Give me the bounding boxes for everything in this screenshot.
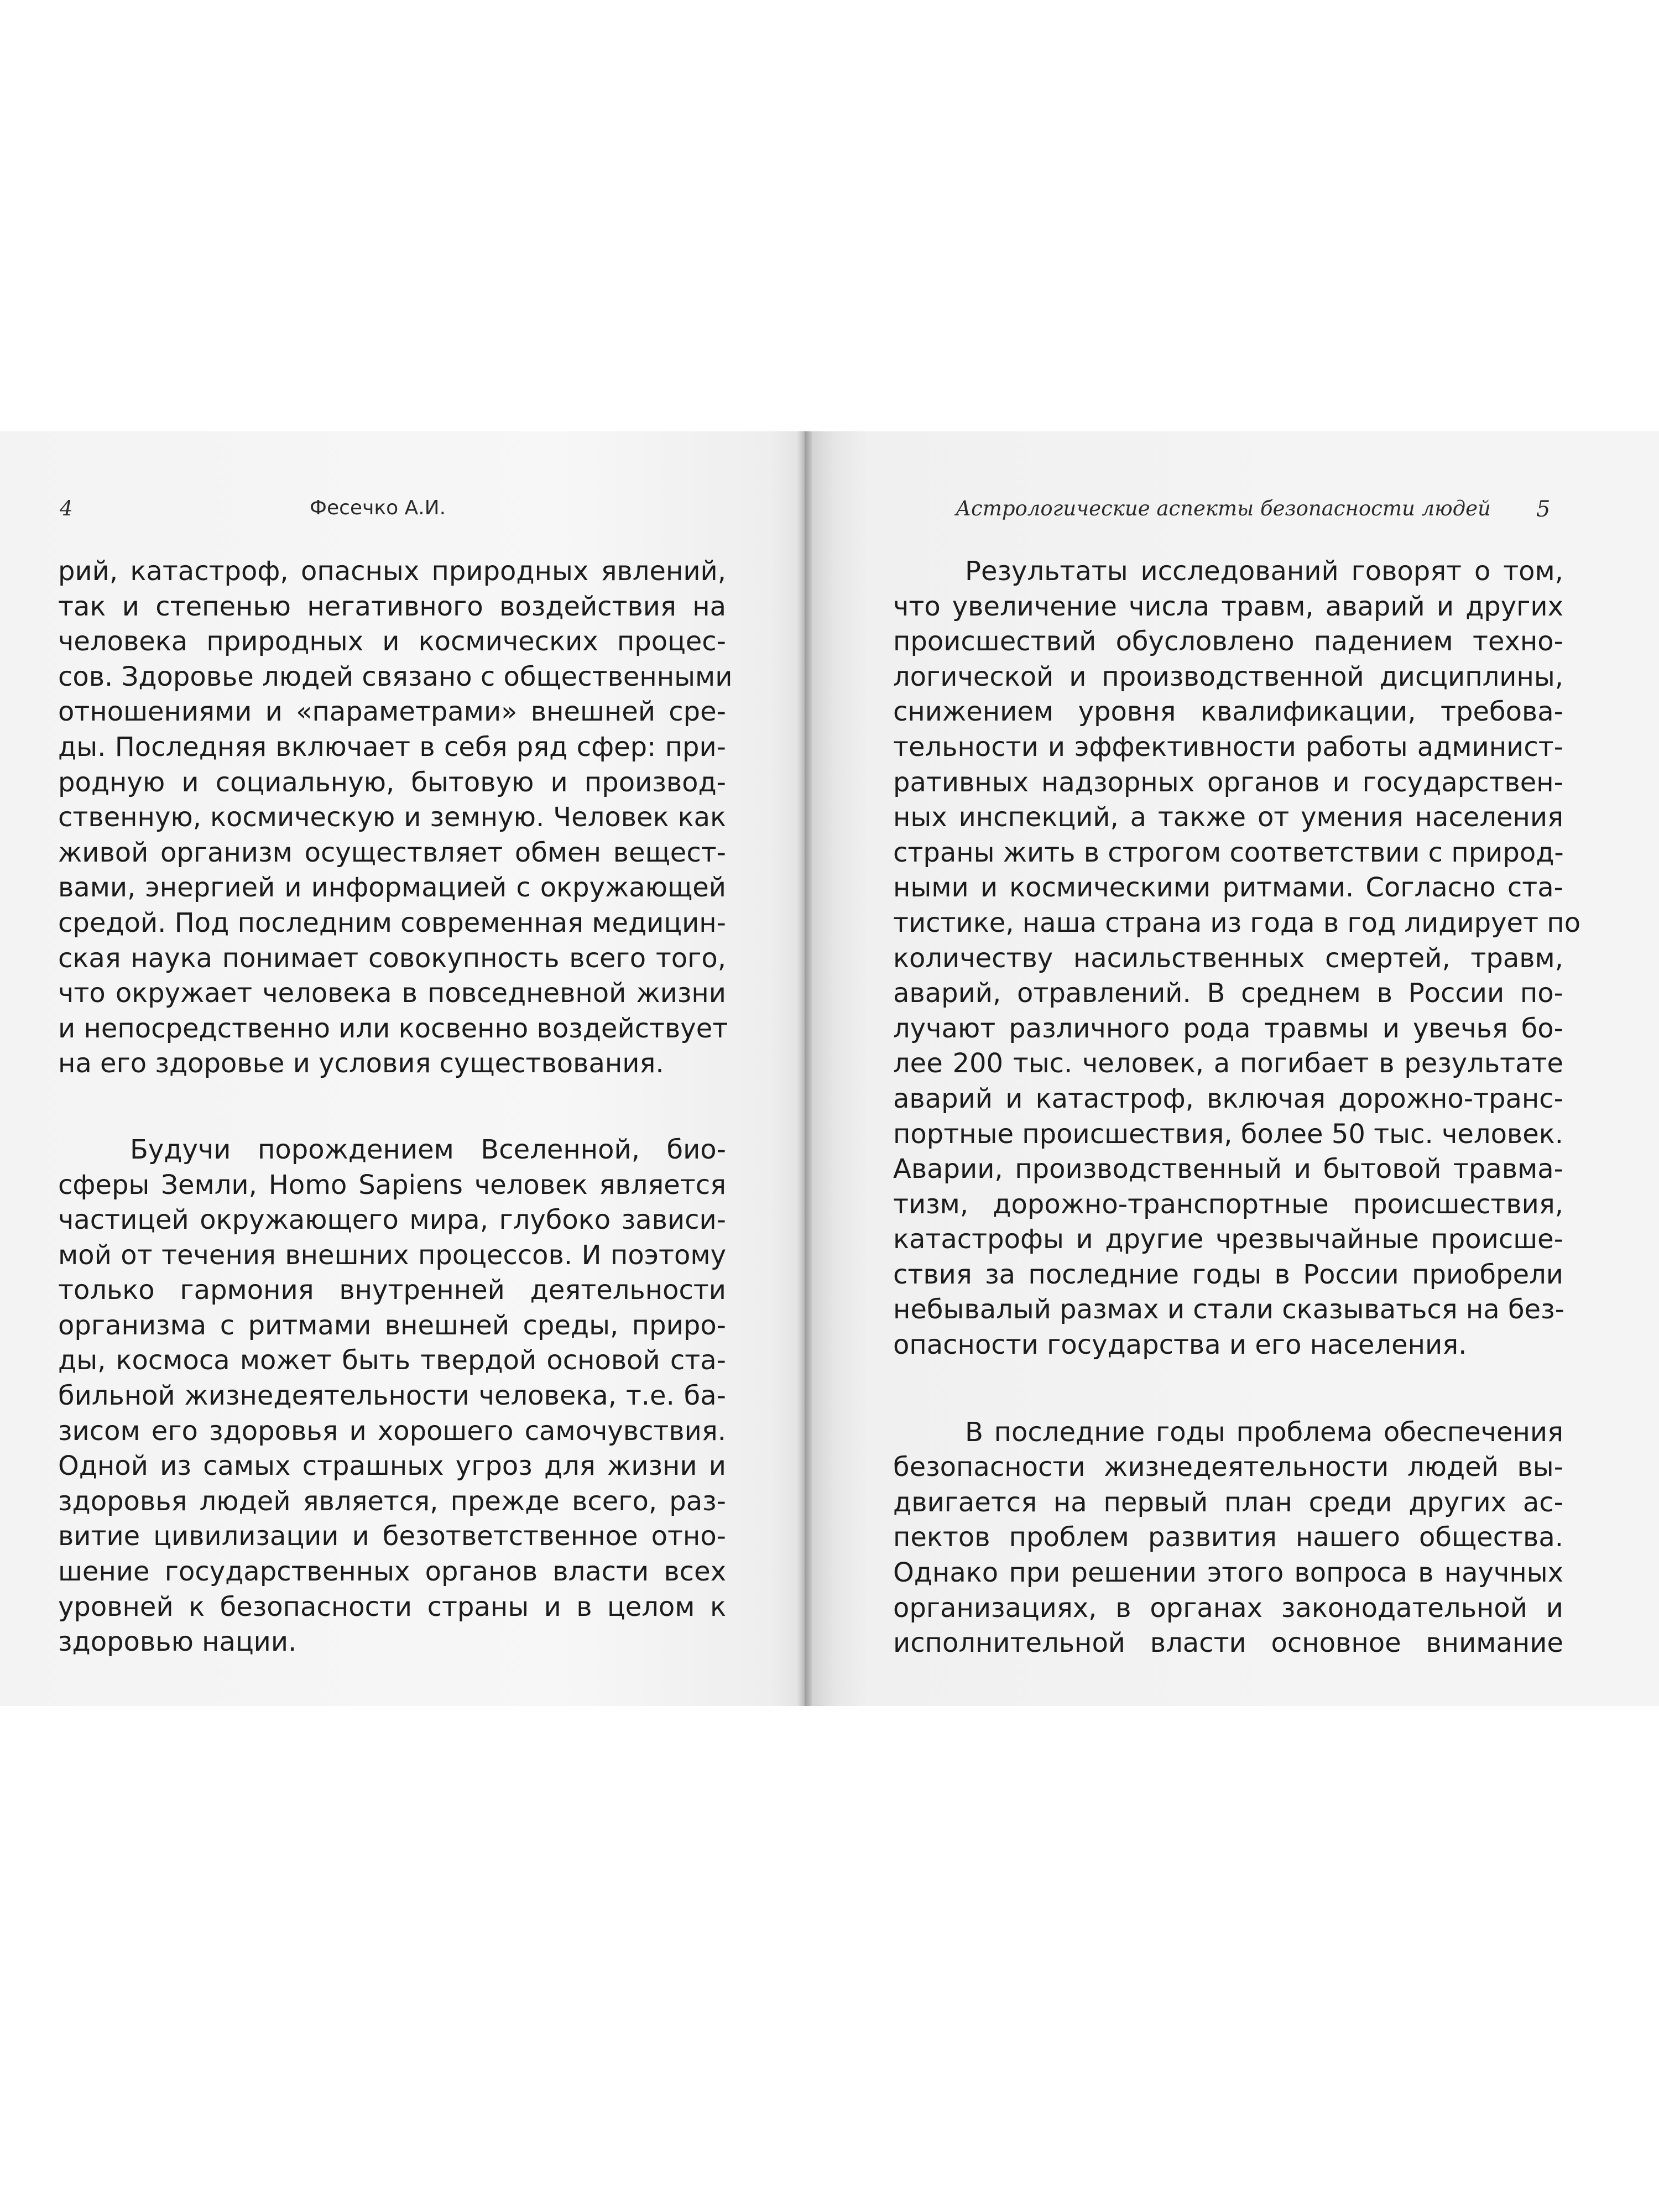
right-page-text	[893, 554, 1581, 1661]
text-line: бильной жизнедеятельности человека, т.е. ба-	[58, 1380, 726, 1412]
text-line: рий, катастроф, опасных природных явлений,	[58, 556, 726, 587]
text-line: аварий и катастроф, включая дорожно-транс-	[893, 1083, 1563, 1114]
text-line: только гармония внутренней деятельности	[58, 1275, 726, 1306]
text-line: В последние годы проблема обеспечения	[965, 1416, 1563, 1448]
running-head-author: Фесечко А.И.	[310, 497, 446, 519]
text-line: средой. Под последним современная медицин-	[58, 907, 726, 938]
text-line: ды. Последняя включает в себя ряд сфер: при-	[58, 731, 726, 763]
text-line: тизм, дорожно-транспортные происшествия,	[893, 1188, 1563, 1220]
text-line: ративных надзорных органов и государствен-	[893, 766, 1563, 798]
text-line: исполнительной власти основное внимание	[893, 1627, 1563, 1659]
text-line: пектов проблем развития нашего общества.	[893, 1522, 1563, 1553]
text-line: Аварии, производственный и бытовой травма-	[893, 1154, 1563, 1185]
text-line: тельности и эффективности работы админист-	[893, 731, 1563, 763]
text-line: что окружает человека в повседневной жизни	[58, 978, 726, 1009]
text-line: аварий, отравлений. В среднем в России по-	[893, 978, 1563, 1009]
text-line: происшествий обусловлено падением техно-	[893, 626, 1563, 658]
running-head-title: Астрологические аспекты безопасности людей	[956, 497, 1491, 520]
text-line: Однако при решении этого вопроса в научных	[893, 1557, 1563, 1589]
page-number-right: 5	[1536, 497, 1551, 522]
text-line: портные происшествия, более 50 тыс. человек.	[893, 1118, 1563, 1150]
text-line: организациях, в органах законодательной и	[893, 1592, 1563, 1624]
text-line: и непосредственно или косвенно воздействует	[58, 1013, 728, 1044]
text-line: тистике, наша страна из года в год лидирует по	[893, 907, 1581, 938]
text-line: мой от течения внешних процессов. И поэтому	[58, 1239, 726, 1271]
text-line: страны жить в строгом соответствии с природ-	[893, 837, 1564, 868]
text-line: человека природных и космических процес-	[58, 626, 726, 658]
text-line: зисом его здоровья и хорошего самочувствия.	[58, 1415, 726, 1447]
text-line: сов. Здоровье людей связано с общественными	[58, 661, 733, 692]
text-line: количеству насильственных смертей, травм,	[893, 942, 1563, 974]
text-line: опасности государства и его населения.	[893, 1329, 1467, 1361]
text-line: витие цивилизации и безответственное отно-	[58, 1521, 726, 1552]
text-line: шение государственных органов власти всех	[58, 1556, 726, 1588]
text-line: вами, энергией и информацией с окружающей	[58, 872, 726, 904]
text-line: живой организм осуществляет обмен вещест-	[58, 837, 726, 868]
text-line: небывалый размах и стали сказываться на без-	[893, 1294, 1564, 1326]
text-line: ственную, космическую и земную. Человек как	[58, 802, 726, 833]
text-line: Одной из самых страшных угроз для жизни и	[58, 1451, 726, 1482]
left-page	[0, 431, 802, 1706]
book-gutter	[797, 431, 812, 1706]
text-line: родную и социальную, бытовую и производ-	[58, 766, 726, 798]
text-line: организма с ритмами внешней среды, приро-	[58, 1310, 726, 1341]
text-line: здоровья людей является, прежде всего, раз-	[58, 1485, 726, 1517]
text-line: лучают различного рода травмы и увечья бо-	[893, 1013, 1563, 1044]
text-line: на его здоровье и условия существования.	[58, 1048, 664, 1079]
text-line: отношениями и «параметрами» внешней сре-	[58, 696, 726, 728]
text-line: здоровью нации.	[58, 1626, 297, 1658]
text-line: так и степенью негативного воздействия на	[58, 591, 726, 622]
text-line: двигается на первый план среди других ас-	[893, 1486, 1563, 1518]
text-line: ская наука понимает совокупность всего того,	[58, 942, 726, 974]
paragraph-gap	[58, 1082, 726, 1133]
text-line: Будучи порождением Вселенной, био-	[130, 1134, 726, 1165]
text-line: снижением уровня квалификации, требова-	[893, 696, 1563, 728]
text-line: Результаты исследований говорят о том,	[965, 556, 1563, 587]
text-line: лее 200 тыс. человек, а погибает в результате	[893, 1048, 1563, 1079]
paragraph-gap	[893, 1363, 1563, 1415]
text-line: безопасности жизнедеятельности людей вы-	[893, 1452, 1563, 1483]
right-page	[802, 431, 1659, 1706]
text-line: катастрофы и другие чрезвычайные происше-	[893, 1224, 1563, 1255]
text-line: ных инспекций, а также от умения населения	[893, 802, 1563, 833]
text-line: что увеличение числа травм, аварий и других	[893, 591, 1563, 622]
text-line: частицей окружающего мира, глубоко зависи-	[58, 1204, 726, 1236]
text-line: сферы Земли, Homo Sapiens человек является	[58, 1169, 726, 1201]
text-line: ствия за последние годы в России приобрели	[893, 1259, 1563, 1290]
text-line: ными и космическими ритмами. Согласно ста-	[893, 872, 1563, 904]
text-line: ды, космоса может быть твердой основой ста-	[58, 1345, 726, 1376]
text-line: уровней к безопасности страны и в целом к	[58, 1591, 726, 1623]
page-number-left: 4	[60, 497, 73, 520]
left-page-text	[58, 554, 733, 1660]
text-line: логической и производственной дисциплины,	[893, 661, 1563, 692]
